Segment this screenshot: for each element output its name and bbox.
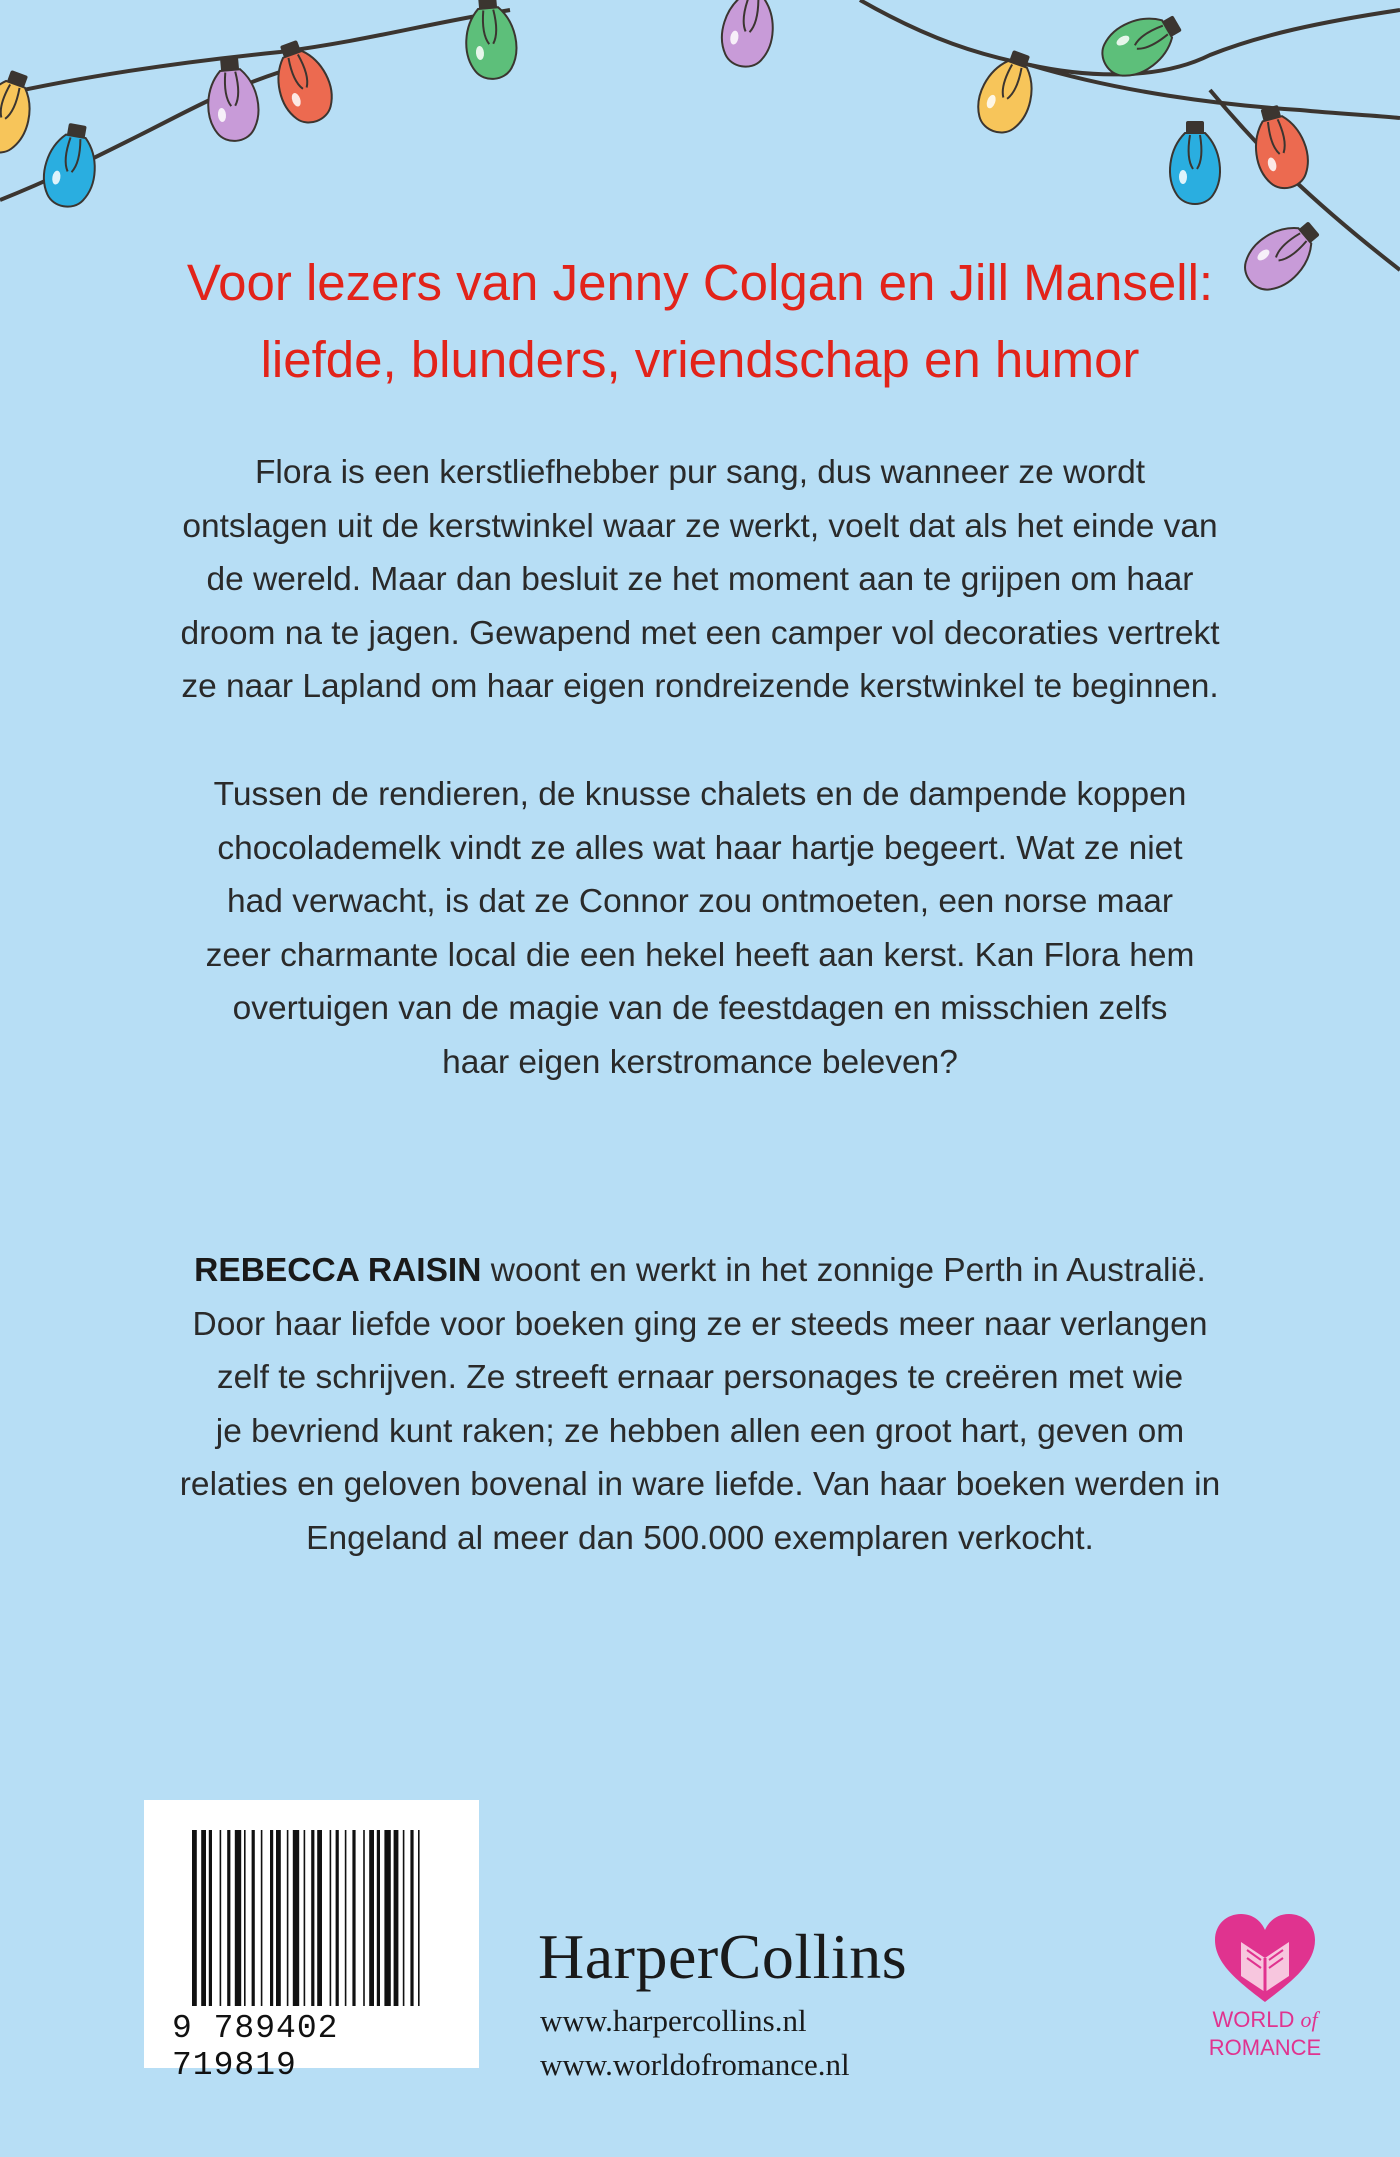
text-line: overtuigen van de magie van de feestdagen en misschien zelfs: [232, 990, 1168, 1027]
text-line: zeer charmante local die een hekel heeft aan kerst. Kan Flora hem: [205, 936, 1195, 974]
text-line: chocolademelk vindt ze alles wat haar hartje begeert. Wat ze niet: [217, 829, 1183, 867]
publisher-website[interactable]: www.harpercollins.nl: [540, 2003, 807, 2038]
text-line: haar eigen kerstromance beleven?: [442, 1043, 958, 1081]
publisher-name: HarperCollins: [538, 1921, 908, 1992]
text-line: je bevriend kunt raken; ze hebben allen een groot hart, geven om: [215, 1412, 1185, 1450]
heart-book-icon: [1211, 1912, 1319, 2004]
light-bulb-icon: [1245, 101, 1315, 194]
text-line: had verwacht, is dat ze Connor zou ontmoeten, een norse maar: [227, 883, 1173, 920]
logo-word-of: of: [1300, 2007, 1318, 2032]
isbn-barcode: [144, 1800, 479, 2084]
world-of-romance-logo: [1196, 1912, 1334, 2062]
author-name: REBECCA RAISIN: [194, 1252, 482, 1289]
text-line: de wereld. Maar dan besluit ze het moment aan te grijpen om haar: [206, 561, 1194, 598]
text-line: Flora is een kerstliefhebber pur sang, dus wanneer ze wordt: [254, 454, 1146, 491]
imprint-website[interactable]: www.worldofromance.nl: [540, 2047, 850, 2082]
light-bulb-icon: [717, 0, 781, 71]
author-first-line: [130, 1244, 1270, 1298]
text-line: ze naar Lapland om haar eigen rondreizende kerstwinkel te beginnen.: [181, 668, 1219, 705]
logo-text: [1196, 2006, 1334, 2062]
light-bulb-icon: [0, 65, 43, 160]
text-line: ontslagen uit de kerstwinkel waar ze werkt, voelt dat als het einde van: [182, 507, 1218, 545]
text-line: relaties en geloven bovenal in ware liefde. Van haar boeken werden in: [179, 1466, 1221, 1503]
light-bulb-icon: [462, 0, 519, 81]
synopsis-paragraph-2: [130, 768, 1270, 1089]
headline: [100, 244, 1300, 398]
text-line: Tussen de rendieren, de knusse chalets en de dampende koppen: [213, 776, 1187, 813]
text-line: Door haar liefde voor boeken ging ze er steeds meer naar verlangen: [192, 1305, 1208, 1343]
synopsis-paragraph-1: [130, 446, 1270, 714]
author-bio: [130, 1244, 1270, 1565]
text-line: droom na te jagen. Gewapend met een camper vol decoraties vertrekt: [180, 614, 1220, 652]
text-line: zelf te schrijven. Ze streeft ernaar personages te creëren met wie: [216, 1359, 1184, 1396]
logo-word-world: WORLD: [1212, 2007, 1301, 2032]
author-first-line-text: woont en werkt in het zonnige Perth in Australië.: [481, 1252, 1206, 1289]
light-bulb-icon: [39, 120, 103, 210]
headline-line-1: Voor lezers van Jenny Colgan en Jill Mansell:: [186, 254, 1214, 311]
isbn-number: 9 789402 719819: [172, 2010, 339, 2084]
headline-line-2: liefde, blunders, vriendschap en humor: [260, 331, 1140, 388]
text-line: Engeland al meer dan 500.000 exemplaren verkocht.: [306, 1519, 1094, 1557]
logo-word-romance: ROMANCE: [1208, 2035, 1322, 2060]
light-bulb-icon: [1170, 121, 1220, 204]
barcode-bars: [192, 1830, 454, 2006]
light-bulb-icon: [204, 56, 261, 143]
